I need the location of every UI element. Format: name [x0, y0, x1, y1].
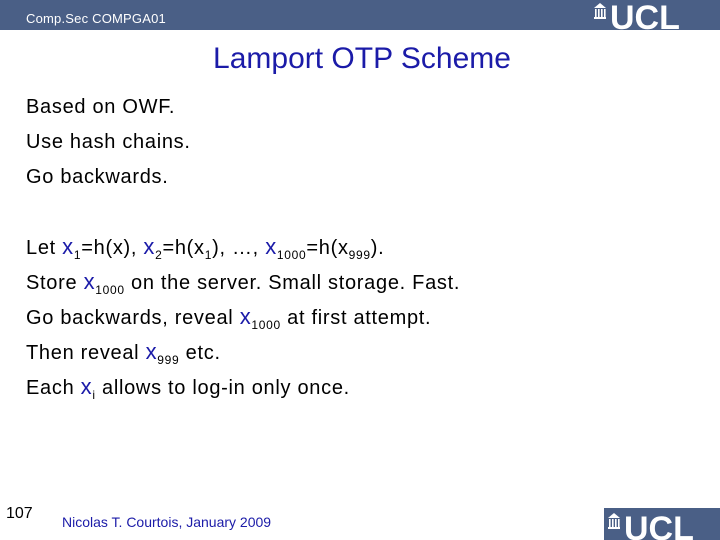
intro-line-1: Based on OWF.: [26, 96, 176, 118]
reveal-next-line: Then reveal $x_{999}$ etc.: [26, 339, 221, 367]
ucl-footer-logo: [604, 508, 720, 540]
reveal-first-line: Go backwards, reveal $x_{1000}$ at first attempt.: [26, 304, 432, 332]
login-once-line: Each $x_i$ allows to log-in only once.: [26, 374, 350, 402]
hash-chain-line: Let $x_1=h(x)$, $x_2=h(x_1)$, …, $x_{1000}=h(x_{999})$.: [26, 234, 385, 262]
store-line: Store $x_{1000}$ on the server. Small storage. Fast.: [26, 269, 461, 297]
slide-title: Lamport OTP Scheme: [213, 42, 511, 75]
intro-line-3: Go backwards.: [26, 166, 169, 188]
intro-line-2: Use hash chains.: [26, 131, 191, 153]
course-label: Comp.Sec COMPGA01: [26, 11, 166, 26]
footer-author: Nicolas T. Courtois, January 2009: [62, 514, 272, 530]
page-number: 107: [6, 505, 33, 522]
ucl-logo: [590, 0, 700, 32]
svg-text:UCL: UCL: [610, 0, 680, 32]
portico-icon: [594, 3, 606, 19]
svg-text:UCL: UCL: [624, 510, 694, 540]
